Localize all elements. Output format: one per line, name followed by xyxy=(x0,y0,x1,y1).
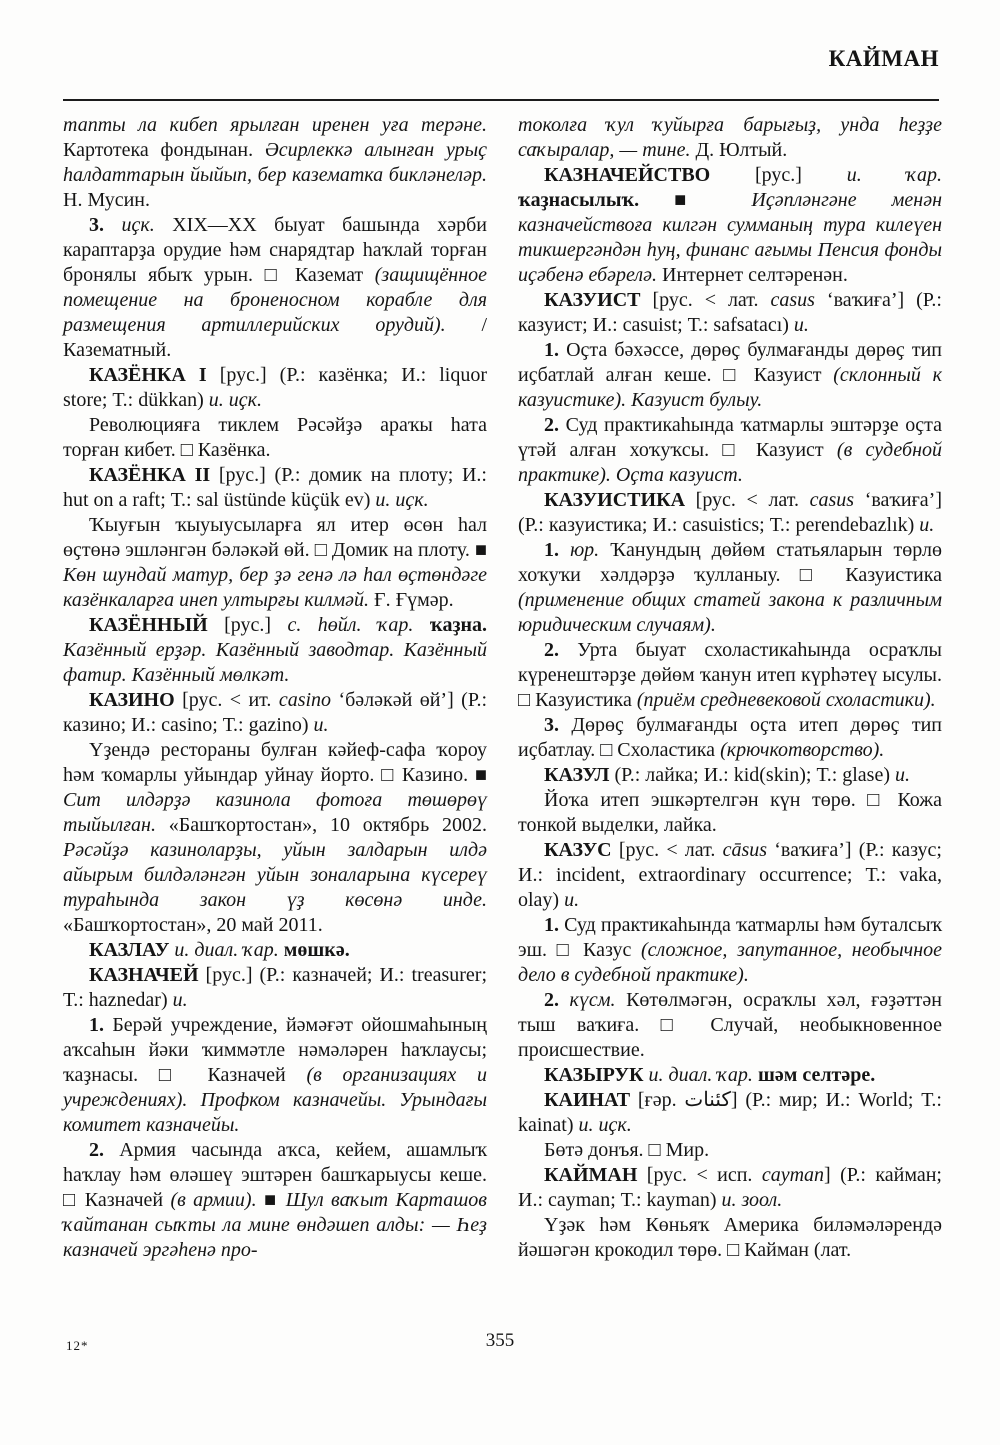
text-segment: [ғәр. كئنات] (Р.: мир; И.: World; Т.: kainat) xyxy=(518,1089,942,1136)
text-segment: ■ xyxy=(263,1189,286,1211)
text-segment: (крючкотворство). xyxy=(720,739,885,761)
text-segment: и. xyxy=(895,764,910,786)
dictionary-paragraph xyxy=(518,638,942,713)
dictionary-paragraph xyxy=(518,1088,942,1138)
dictionary-paragraph xyxy=(518,838,942,913)
text-segment: [рус. < лат. xyxy=(652,289,771,311)
text-segment: Дөрөҫ булмағанды оҫта итеп дөрөҫ тип иҫбатлау. □ Схоластика xyxy=(518,714,942,761)
text-segment: [рус. < лат. xyxy=(695,489,810,511)
text-segment: 2. xyxy=(544,639,578,661)
text-segment: КАЗНАЧЕЙСТВО xyxy=(544,164,755,186)
text-segment: [рус. < исп. xyxy=(646,1164,762,1186)
dictionary-paragraph xyxy=(518,413,942,488)
text-segment: и. xyxy=(172,989,188,1011)
text-segment: [рус.] xyxy=(224,614,288,636)
text-segment: (Р.: лайка; И.: kid(skin); Т.: glase) xyxy=(614,764,895,786)
text-segment: и. зоол. xyxy=(721,1189,783,1211)
text-segment: XIX—XX быуат башында хәрби караптарҙа орудие һәм снарядтар һаҡлай торған бронялы ябыҡ урын. □ Каземат xyxy=(63,214,488,286)
text-segment: Шул ваҡыт Карташов ҡайтанан сыҡты ла мине өндәшеп алды: — Һеҙ казначей эргәһенә про- xyxy=(63,1189,487,1261)
dictionary-paragraph xyxy=(518,338,942,413)
text-segment: Үҙәк һәм Көньяҡ Америка биләмәләрендә йәшәгән крокодил төрө. □ Кайман (лат. xyxy=(518,1214,942,1261)
text-segment: 1. xyxy=(544,539,571,561)
dictionary-paragraph xyxy=(518,538,942,638)
running-head-title: КАЙМАН xyxy=(828,46,939,71)
text-segment: и. диал. ҡар. xyxy=(648,1064,758,1086)
text-segment: КАЗУИСТИКА xyxy=(544,489,696,511)
text-segment: Урта быуат схоластикаһында осраҡлы күренештәрҙе дөйөм ҡанун итеп күрһәтеү ысулы. □ Казуистика xyxy=(518,639,942,711)
text-columns xyxy=(63,113,942,1263)
text-segment: casino xyxy=(278,689,339,711)
text-segment: КАИНАТ xyxy=(544,1089,638,1111)
text-segment: Интернет селтәренән. xyxy=(662,264,848,286)
text-segment: 3. xyxy=(89,214,122,236)
text-segment: Армия часында аҡса, кейем, ашамлыҡ һаҡлау һәм өләшеү эштәрен башҡарыусы кеше. □ Казначей xyxy=(63,1139,487,1211)
dictionary-paragraph xyxy=(518,763,942,788)
text-segment: 1. xyxy=(544,339,567,361)
text-segment: Көн шундай матур, бер ҙә генә лә һал өҫтөндәге казёнкаларға инеп ултырғы килмәй. xyxy=(63,564,487,611)
text-segment: с. һөйл. ҡар. xyxy=(287,614,430,636)
text-segment: Йоҡа итеп эшкәртелгән күн төрө. □ Кожа тонкой выделки, лайка. xyxy=(518,789,942,836)
signature-mark: 12* xyxy=(66,1338,89,1353)
text-segment: ҡаҙнасылыҡ. xyxy=(518,189,675,211)
text-segment: КАЗЁНКА I xyxy=(89,364,220,386)
text-segment: (применение общих статей закона к различным юридическим случаям). xyxy=(518,589,942,636)
text-segment: мөшкә. xyxy=(283,939,350,961)
text-segment: 2. xyxy=(544,989,570,1011)
text-segment: ] (Р.: кайман; И.: cayman; Т.: kayman) xyxy=(518,1164,942,1211)
text-segment: [рус. < ит. xyxy=(182,689,279,711)
dictionary-paragraph xyxy=(518,1063,942,1088)
right-column xyxy=(518,113,942,1263)
text-segment: (в армии). xyxy=(170,1189,264,1211)
text-segment: и. иҫк. xyxy=(208,389,262,411)
text-segment: и. xyxy=(313,714,329,736)
text-segment: и. ҡар. xyxy=(846,164,942,186)
text-segment: cāsus xyxy=(722,839,775,861)
text-segment: КАЗУЛ xyxy=(544,764,615,786)
text-segment: [рус.] xyxy=(754,164,847,186)
text-segment: Казённый ерҙәр. Казённый заводтар. Казённый фатир. Казённый мөлкәт. xyxy=(63,639,487,686)
page-footer xyxy=(0,1330,1000,1360)
text-segment: 1. xyxy=(89,1014,113,1036)
text-segment: Революцияға тиклем Рәсәйҙә араҡы һата торған кибет. □ Казёнка. xyxy=(63,414,487,461)
text-segment: 3. xyxy=(544,714,572,736)
text-segment: күсм. xyxy=(569,989,627,1011)
text-segment: Д. Юлтый. xyxy=(695,139,788,161)
text-segment: ‘бәләкәй өй’] (Р.: казино; И.: casino; Т.: gazino) xyxy=(63,689,488,736)
text-segment: (в организациях и учреждениях). Профком казначейы. Урындағы комитет казначейы. xyxy=(63,1064,487,1136)
text-segment: юр. xyxy=(570,539,611,561)
text-segment: Бөтә донъя. □ Мир. xyxy=(544,1139,710,1161)
text-segment: (склонный к казуистике). Казуист булыу. xyxy=(518,364,942,411)
text-segment: Көтөлмәгән, осраҡлы хәл, ғәҙәттән тыш ваҡиға. □ Случай, необыкновенное происшествие. xyxy=(518,989,943,1061)
text-segment: Ҡанундың дөйөм статьяларын төрлө хоҡуҡи хәлдәрҙә ҡулланыу. □ Казуистика xyxy=(518,539,942,586)
text-segment: «Башҡортостан», 20 май 2011. xyxy=(63,914,323,936)
text-segment: casus xyxy=(770,289,827,311)
text-segment: Сит илдәрҙә казинола фотоға төшөрөү тыйылған. xyxy=(63,789,487,836)
text-segment: иҫк. xyxy=(121,214,173,236)
dictionary-paragraph xyxy=(518,788,942,838)
text-segment: КАЗЛАУ xyxy=(89,939,175,961)
dictionary-paragraph xyxy=(518,113,942,163)
text-segment: КАЙМАН xyxy=(544,1164,647,1186)
text-segment: КАЗУС xyxy=(544,839,619,861)
dictionary-paragraph xyxy=(518,713,942,763)
text-segment: Рәсәйҙә казиноларҙы, уйын залдарын илдә айырым билдәләнгән уйын зоналарына күсереү тураһында закон үҙ көсөнә инде. xyxy=(63,839,487,911)
dictionary-paragraph xyxy=(63,213,487,363)
dictionary-paragraph xyxy=(518,988,942,1063)
left-column xyxy=(63,113,487,1263)
text-segment: и. иҫк. xyxy=(375,489,429,511)
text-segment: КАЗНАЧЕЙ xyxy=(89,964,206,986)
dictionary-paragraph xyxy=(518,1163,942,1213)
text-segment: (сложное, запутанное, необычное дело в судебной практике). xyxy=(518,939,942,986)
text-segment: КАЗУИСТ xyxy=(544,289,653,311)
page-number: 355 xyxy=(485,1330,515,1351)
dictionary-paragraph xyxy=(63,613,487,688)
text-segment: шәм селтәре. xyxy=(757,1064,876,1086)
text-segment: cayman xyxy=(761,1164,825,1186)
dictionary-paragraph xyxy=(518,1138,942,1163)
text-segment: Ғ. Ғүмәр. xyxy=(374,589,454,611)
text-segment: КАЗЫРУК xyxy=(544,1064,649,1086)
text-segment: Үҙендә рестораны булған кәйеф-сафа ҡороу һәм ҡомарлы уйындар уйнау йорто. □ Казино. ■ xyxy=(63,739,487,786)
header-rule xyxy=(63,99,939,101)
text-segment: ‘ваҡиға’] (Р.: казуистика; И.: casuistics; Т.: perendebazlık) xyxy=(518,489,942,536)
text-segment: Ҡыуғын ҡыуыусыларға ял итер өсөн һал өҫтөнә эшләнгән бәләкәй өй. □ Домик на плоту. ■ xyxy=(63,514,487,561)
dictionary-paragraph xyxy=(518,488,942,538)
text-segment: 1. xyxy=(544,914,565,936)
text-segment: (приём средневековой схоластики). xyxy=(636,689,936,711)
dictionary-paragraph xyxy=(518,1213,942,1263)
text-segment: Суд практикаһында ҡатмарлы эштәрҙе оҫта үтәй алған хоҡуҡсы. □ Казуист xyxy=(518,414,942,461)
text-segment: тапты ла кибеп ярылған иренен уға терәне. xyxy=(63,114,487,136)
text-segment: Иҫәпләнгәне менән казначействоға килгән сумманың тура килеүен тикшергәндән һуң, финанс ағымы Пенсия фонды иҫәбенә ебәрелә. xyxy=(518,189,942,286)
text-segment: КАЗЁННЫЙ xyxy=(89,614,225,636)
text-segment: [рус.] (Р.: домик на плоту; И.: hut on a raft; Т.: sal üstünde küçük ev) xyxy=(63,464,487,511)
dictionary-paragraph xyxy=(518,913,942,988)
text-segment: и. диал. ҡар. xyxy=(174,939,284,961)
text-segment: [рус.] (Р.: казёнка; И.: liquor store; Т.: dükkan) xyxy=(63,364,487,411)
text-segment: Картотека фондынан. xyxy=(63,139,265,161)
text-segment: КАЗИНО xyxy=(89,689,183,711)
dictionary-paragraph xyxy=(63,513,487,613)
text-segment: токолға ҡул ҡуйырға барығыҙ, унда һеҙҙе саҡыралар, — тине. xyxy=(518,114,942,161)
text-segment: 2. xyxy=(544,414,566,436)
text-segment: ҡаҙна. xyxy=(429,614,488,636)
dictionary-paragraph xyxy=(63,738,487,938)
text-segment: [рус.] (Р.: казначей; И.: treasurer; Т.: haznedar) xyxy=(63,964,487,1011)
text-segment: Суд практикаһында ҡатмарлы һәм буталсыҡ эш. □ Казус xyxy=(518,914,943,961)
text-segment: Берәй учреждение, йәмәғәт ойошмаһының аҡсаһын йәки ҡиммәтле нәмәләрен һаҡлаусы; ҡаҙнасы. □ Казначей xyxy=(63,1014,487,1086)
text-segment: и. xyxy=(564,889,580,911)
dictionary-paragraph xyxy=(63,688,487,738)
text-segment: 2. xyxy=(89,1139,120,1161)
text-segment: ‘ваҡиға’] (Р.: казуист; И.: casuist; Т.: safsatacı) xyxy=(518,289,942,336)
text-segment: / Казематный. xyxy=(63,314,487,361)
text-segment: [рус. < лат. xyxy=(618,839,723,861)
dictionary-paragraph xyxy=(518,288,942,338)
text-segment: Оҫта бәхәссе, дөрөҫ булмағанды дөрөҫ тип иҫбатлай алған кеше. □ Казуист xyxy=(518,339,943,386)
text-segment: (защищённое помещение на броненосном корабле для размещения артиллерийских орудий). xyxy=(63,264,487,336)
dictionary-paragraph xyxy=(63,1013,487,1138)
text-segment: casus xyxy=(809,489,865,511)
text-segment: Әсирлеккә алынған урыҫ һалдаттарын йыйып, бер казематка бикләнеләр. xyxy=(63,139,487,186)
text-segment: (в судебной практике). Оҫта казуист. xyxy=(518,439,943,486)
text-segment: Н. Мусин. xyxy=(63,189,151,211)
running-head xyxy=(63,46,939,72)
dictionary-paragraph xyxy=(63,113,487,213)
text-segment: ‘ваҡиға’] (Р.: казус; И.: incident, extraordinary occurrence; Т.: vaka, olay) xyxy=(518,839,942,911)
text-segment: «Башҡортостан», 10 октябрь 2002. xyxy=(168,814,487,836)
dictionary-paragraph xyxy=(63,1138,487,1263)
dictionary-paragraph xyxy=(518,163,942,288)
text-segment: КАЗЁНКА II xyxy=(89,464,219,486)
dictionary-paragraph xyxy=(63,413,487,463)
dictionary-paragraph xyxy=(63,938,487,963)
text-segment: ■ xyxy=(674,189,752,211)
dictionary-paragraph xyxy=(63,363,487,413)
text-segment: и. xyxy=(919,514,935,536)
dictionary-paragraph xyxy=(63,963,487,1013)
dictionary-paragraph xyxy=(63,463,487,513)
text-segment: и. xyxy=(793,314,809,336)
text-segment: и. иҫк. xyxy=(578,1114,632,1136)
